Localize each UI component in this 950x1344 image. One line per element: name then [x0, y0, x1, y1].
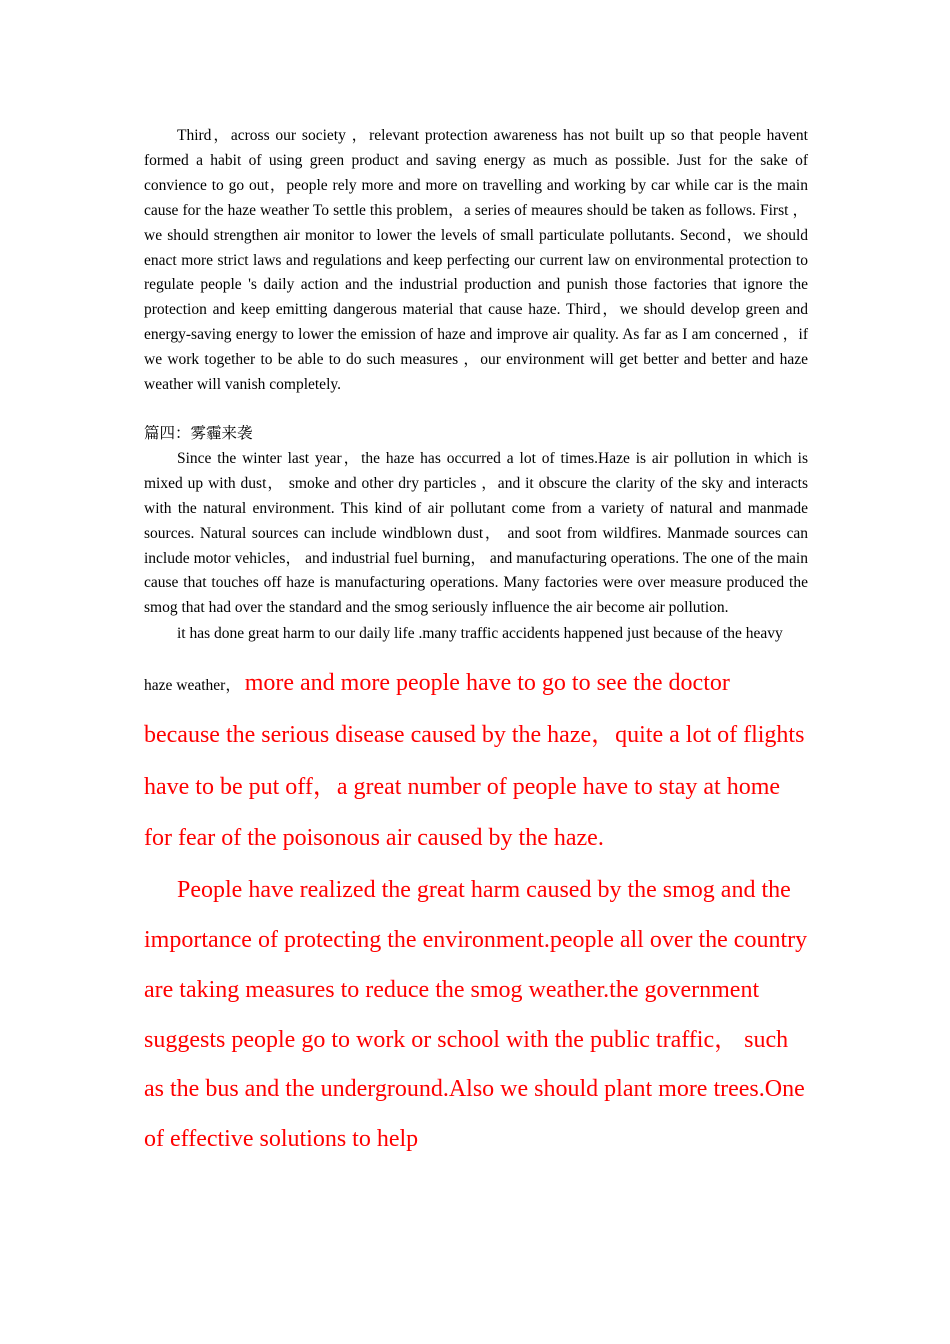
paragraph-since-winter: Since the winter last year，the haze has occurred a lot of times.Haze is air pollution in which is mixed up with dust， smoke and other dry particles ，and it obscure the clarity of the sky and interacts with the natural environment. This kind of air pollutant come from a variety of natural and manmade sources. Natural sources can include windblown dust， and soot from wildfires. Manmade sources can include motor vehicles， and industrial fuel burning， and manufacturing operations. The one of the main cause that touches off haze is manufacturing operations. Many factories were over measure produced the smog that had over the standard and the smog seriously influence the air become air pollution.: [144, 449, 808, 617]
paragraph-harm: [144, 609, 808, 866]
section-heading: 篇四：雾霾来袭: [144, 424, 253, 442]
paragraph-people-realized: People have realized the great harm caused by the smog and the importance of protecting the environment.people all over the country are taking measures to reduce the smog weather.the government suggests people go to work or school with the public traffic， such as the bus and the underground.Also we should plant more trees.One of effective solutions to help: [144, 877, 808, 1153]
paragraph-harm-black-text: it has done great harm to our daily life .many traffic accidents happened just because of the heavy haze weather，: [144, 625, 783, 695]
document-body: [144, 124, 808, 1165]
paragraph-third: Third，across our society ，relevant protection awareness has not built up so that people havent formed a habit of using green product and saving energy as much as possible. Just for the sake of convience to go out，people rely more and more on travelling and working by car while car is the main cause for the haze weather To settle this problem，a series of meaures should be taken as follows. First ，we should strengthen air monitor to lower the levels of small particulate pollutants. Second，we should enact more strict laws and regulations and keep perfecting our current law on environmental protection to regulate people 's daily action and the industrial production and punish those factories that ignore the protection and keep emitting dangerous material that cause haze. Third，we should develop green and energy-saving energy to lower the emission of haze and improve air quality. As far as I am concerned ，if we work together to be able to do such measures ，our environment will get better and better and haze weather will vanish completely.: [144, 127, 808, 394]
paragraph-harm-red-text: more and more people have to go to see the doctor because the serious disease caused by the haze，quite a lot of flights have to be put off，a great number of people have to stay at home for fear of the poisonous air caused by the haze.: [144, 670, 805, 852]
